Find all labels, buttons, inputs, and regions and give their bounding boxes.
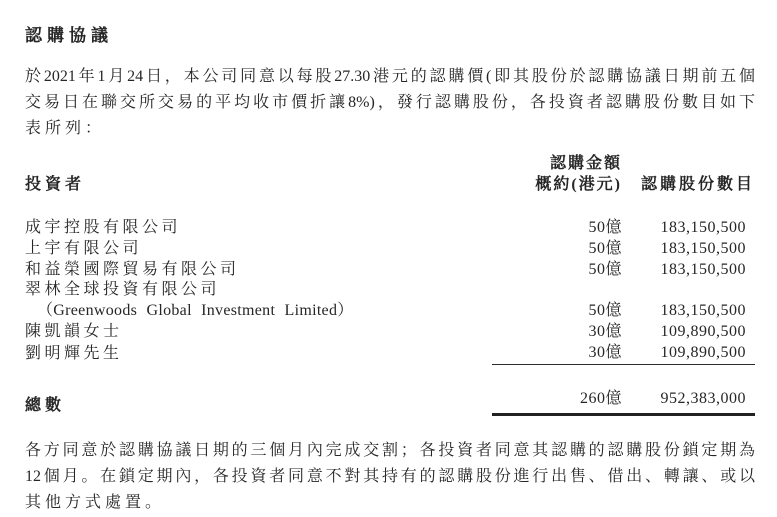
subscription-table-body bbox=[25, 218, 755, 365]
total-shares: 952,383,000 bbox=[622, 388, 755, 416]
investor-name: 上宇有限公司 bbox=[25, 239, 143, 257]
table-row bbox=[25, 322, 755, 343]
amount-value: 50億 bbox=[588, 219, 622, 236]
table-row bbox=[25, 260, 755, 281]
table-row bbox=[25, 218, 755, 239]
closing-line: 其他方式處置。 bbox=[25, 493, 166, 511]
column-header-amount-line1: 認購金額 bbox=[549, 155, 622, 172]
intro-paragraph bbox=[25, 64, 755, 142]
amount-value: 50億 bbox=[588, 302, 622, 320]
investor-name: 和益榮國際貿易有限公司 bbox=[25, 260, 240, 278]
section-heading: 認購協議 bbox=[25, 26, 113, 45]
table-row bbox=[25, 239, 755, 260]
intro-line: 交易日在聯交所交易的平均收市價折讓8%)，發行認購股份，各投資者認購股份數目如下 bbox=[25, 94, 755, 111]
column-header-amount-line2: 概約(港元) bbox=[535, 176, 622, 193]
table-row bbox=[25, 301, 755, 322]
shares-value: 109,890,500 bbox=[622, 343, 755, 365]
intro-line: 表所列： bbox=[25, 120, 106, 137]
column-header-amount bbox=[492, 153, 622, 195]
investor-name-english: （Greenwoods Global Investment Limited） bbox=[37, 302, 354, 320]
amount-value: 30億 bbox=[492, 343, 622, 365]
total-amount: 260億 bbox=[492, 388, 622, 416]
column-header-investor: 投資者 bbox=[25, 176, 86, 193]
investor-name: 翠林全球投資有限公司 bbox=[25, 281, 221, 299]
shares-value: 183,150,500 bbox=[660, 260, 746, 278]
total-row bbox=[25, 388, 755, 416]
shares-value: 183,150,500 bbox=[660, 302, 746, 320]
investor-name: 劉明輝先生 bbox=[25, 344, 123, 362]
intro-line: 於2021年1月24日，本公司同意以每股27.30港元的認購價(即其股份於認購協議日期前五個 bbox=[25, 68, 755, 85]
shares-value: 183,150,500 bbox=[660, 239, 746, 257]
table-header-row bbox=[25, 153, 755, 195]
closing-line: 各方同意於認購協議日期的三個月內完成交割；各投資者同意其認購的認購股份鎖定期為 bbox=[25, 441, 755, 459]
column-header-shares: 認購股份數目 bbox=[640, 176, 755, 193]
closing-line: 12個月。在鎖定期內，各投資者同意不對其持有的認購股份進行出售、借出、轉讓、或以 bbox=[25, 467, 755, 485]
table-row bbox=[25, 280, 755, 301]
amount-value: 50億 bbox=[588, 260, 622, 278]
shares-value: 183,150,500 bbox=[660, 219, 746, 236]
amount-value: 50億 bbox=[588, 239, 622, 257]
total-label: 總數 bbox=[25, 396, 66, 414]
investor-name: 陳凱韻女士 bbox=[25, 322, 123, 340]
table-row bbox=[25, 343, 755, 365]
closing-paragraph bbox=[25, 438, 755, 516]
shares-value: 109,890,500 bbox=[660, 322, 746, 340]
amount-value: 30億 bbox=[588, 322, 622, 340]
investor-name: 成宇控股有限公司 bbox=[25, 219, 182, 236]
